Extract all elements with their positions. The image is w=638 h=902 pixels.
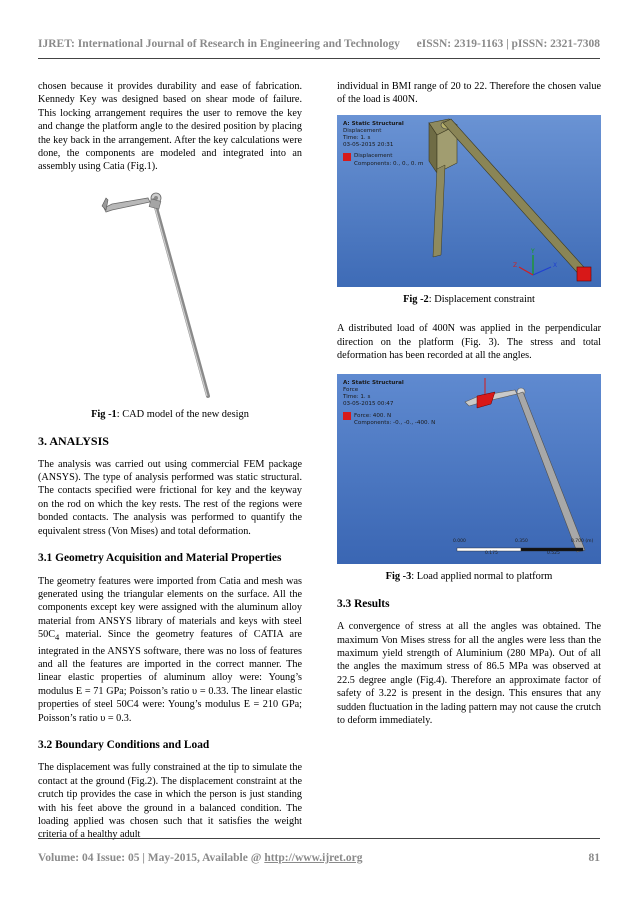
fig2-label: Fig -2 — [403, 293, 429, 305]
left-column — [38, 80, 302, 842]
load-figure — [337, 374, 601, 564]
section-3-1-body: The geometry features were imported from Catia and mesh was generated using the triangular elements on the surface. All the components except key were assigned with the aluminum alloy material from ANSYS library of materials and keys with steel $50C_4$ material. Since the geometry features of CATIA are integrated in the ANSYS software, there was no loss of features and all the features are imported in the correct manner. The linear elastic properties of aluminum alloy were: Young’s modulus E = 71 GPa; Poisson’s ratio υ = 0.33. The linear elastic properties of steel 50C4 were: Young’s modulus E = 210 GPa; Poisson’s ratio υ = 0.3. — [38, 575, 302, 724]
fig3-text: : Load applied normal to platform — [411, 571, 553, 583]
section-3-body: The analysis was carried out using commercial FEM package (ANSYS). The type of analysis performed was static structural. The contacts specified were frictional for key and the keyway on the rod on which the key rests. The rest of the regions were bonded contacts. The analysis was performed to quantify the equivalent stress (Von Mises) and total deformation. — [38, 458, 302, 537]
displacement-figure — [337, 115, 601, 287]
section-3-2-body: The displacement was fully constrained at the tip to simulate the contact at the ground (Fig.2). The displacement constraint at the crutch tip provides the case in which the person is just standing with his feet above the ground in a balanced condition. The loading applied was chosen such that it satisfies the weight criteria of a healthy adult — [38, 762, 302, 841]
page-header — [38, 38, 600, 50]
fig2-legend: A: Static Structural Displacement Time: 1. s 03-05-2015 20:31 Displacement Components: 0., 0., 0. m — [343, 120, 424, 167]
fig1-label: Fig -1 — [91, 408, 117, 420]
fig2-caption — [337, 293, 601, 306]
header-divider — [38, 58, 600, 59]
issn: eISSN: 2319-1163 | pISSN: 2321-7308 — [416, 38, 600, 50]
journal-link[interactable]: http://www.ijret.org — [264, 852, 363, 864]
scale-label-3: 0.175 — [485, 551, 498, 557]
fig3-legend: A: Static Structural Force Time: 1. s 03-05-2015 00:47 Force: 400. N Components: -0., -0., -400. N — [343, 380, 436, 427]
footer-divider — [38, 838, 600, 839]
section-3-2-heading: 3.2 Boundary Conditions and Load — [38, 739, 210, 751]
scale-label-2: 0.700 (m) — [571, 539, 594, 545]
section-3-3-heading: 3.3 Results — [337, 597, 390, 610]
intro-paragraph: chosen because it provides durability and ease of fabrication. Kennedy Key was designed based on shear mode of failure. This locking arrangement requires the user to remove the key and change the platform angle to the desired position by placing the key back in the arrangement. After the key calculations were done, the components are modeled and integrated into an assembly using Catia (Fig.1). — [38, 81, 302, 173]
right-intro-paragraph: individual in BMI range of 20 to 22. Therefore the chosen value of the load is 400N. — [337, 81, 601, 106]
fig2-text: : Displacement constraint — [428, 293, 535, 305]
constraint-marker — [577, 267, 591, 281]
svg-text:Y: Y — [531, 247, 535, 255]
scale-label-4: 0.525 — [547, 551, 560, 557]
svg-text:X: X — [553, 261, 558, 269]
scale-label-1: 0.350 — [515, 539, 528, 545]
scale-label-0: 0.000 — [453, 539, 466, 545]
footer-volume: Volume: 04 Issue: 05 | May-2015, Available @ http://www.ijret.org — [38, 852, 363, 864]
page-footer — [38, 852, 600, 864]
section-3-3-body: A convergence of stress at all the angles was obtained. The maximum Von Mises stress for all the angles were less than the maximum yield strength of Aluminium (280 MPa). Out of all the angles the maximum stress of 86.5 MPa was observed at 22.5 degree angle (Fig.4). Therefore an approximate factor of safety of 3.22 is present in the design. This ensures that any sudden fluctuation in the lading pattern may not cause the crutch to deform immediately. — [337, 621, 601, 727]
right-column — [337, 80, 601, 728]
red-swatch-icon — [343, 153, 351, 161]
fig3-caption — [337, 570, 601, 583]
fig1-text: : CAD model of the new design — [116, 408, 249, 420]
load-paragraph: A distributed load of 400N was applied in the perpendicular direction on the platform (Fig. 3). The stress and total deformation has been recorded at all the angles. — [337, 323, 601, 362]
cad-model-figure — [90, 184, 250, 402]
red-swatch-icon — [343, 412, 351, 420]
fig1-caption — [38, 408, 302, 421]
page-number: 81 — [588, 852, 600, 864]
journal-title: IJRET: International Journal of Research in Engineering and Technology — [38, 38, 400, 50]
svg-text:Z: Z — [513, 261, 518, 269]
fig3-label: Fig -3 — [385, 571, 412, 583]
section-3-1-heading: 3.1 Geometry Acquisition and Material Properties — [38, 552, 282, 565]
section-3-heading: 3. ANALYSIS — [38, 434, 109, 449]
